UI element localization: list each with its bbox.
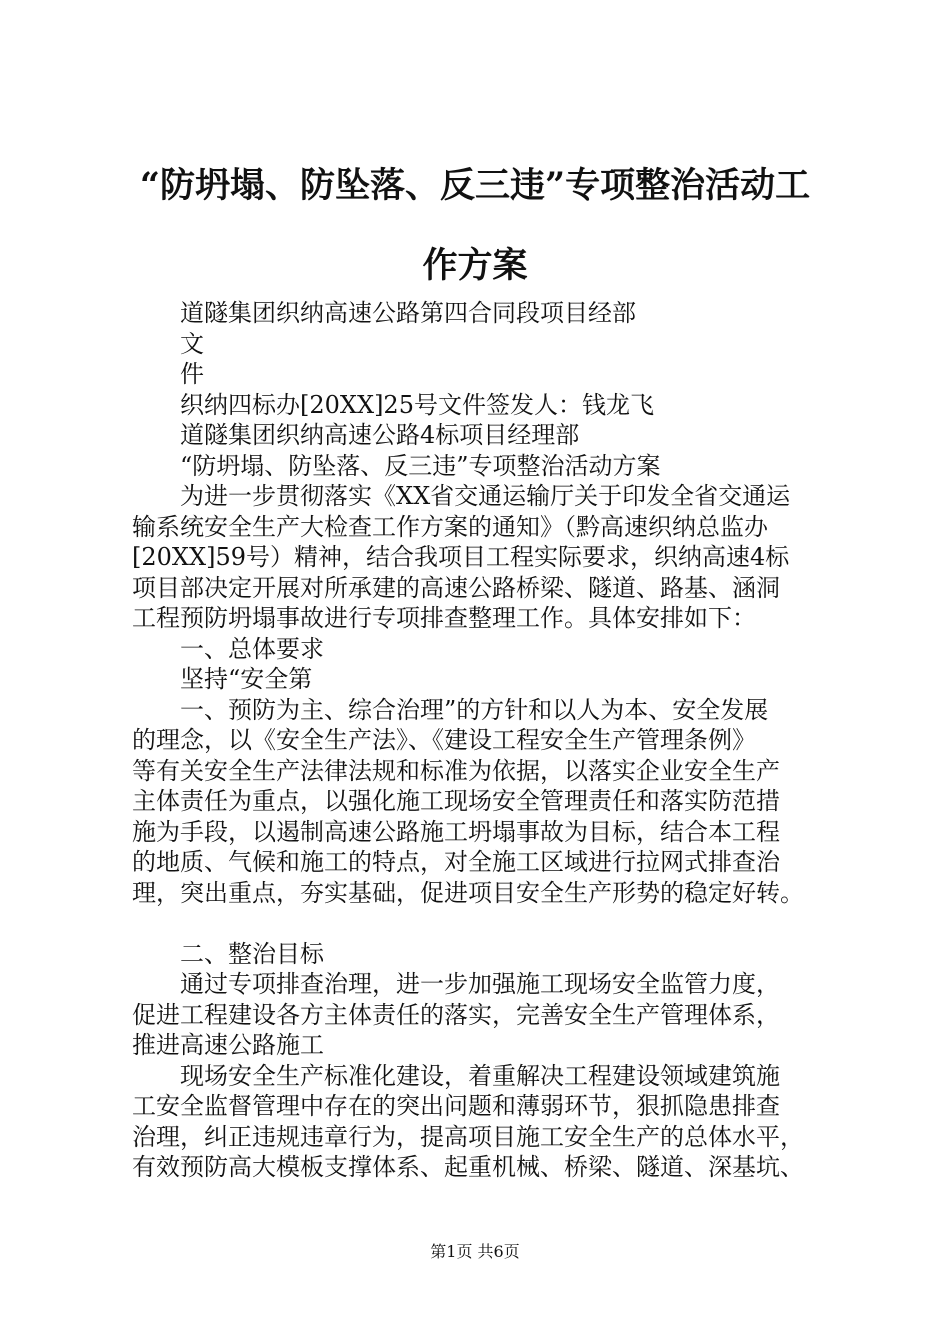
paragraph-line: 的地质、气候和施工的特点，对全施工区域进行拉网式排查治 [132, 848, 780, 876]
document-title-line-2: 作方案 [422, 245, 528, 286]
section-heading-1: 一、总体要求 [180, 634, 324, 663]
doc-type-char-1: 文 [180, 329, 204, 358]
paragraph-line: 促进工程建设各方主体责任的落实，完善安全生产管理体系， [132, 1000, 780, 1029]
paragraph-line: 工程预防坍塌事故进行专项排查整理工作。具体安排如下： [132, 604, 756, 632]
paragraph-line: 推进高速公路施工 [132, 1031, 324, 1059]
paragraph-line: 通过专项排查治理，进一步加强施工现场安全监管力度， [180, 970, 780, 998]
paragraph-line: 理，突出重点，夯实基础，促进项目安全生产形势的稳定好转。 [132, 878, 804, 907]
page-number-footer: 第1页 共6页 [430, 1242, 520, 1261]
department-line: 道隧集团织纳高速公路4标项目经理部 [180, 421, 580, 449]
doc-number-line: 织纳四标办[20XX]25号文件签发人：钱龙飞 [180, 390, 654, 419]
paragraph-line: 有效预防高大模板支撑体系、起重机械、桥梁、隧道、深基坑、 [132, 1153, 804, 1181]
paragraph-line: [20XX]59号）精神，结合我项目工程实际要求，织纳高速4标 [132, 543, 790, 571]
paragraph-line: 的理念，以《安全生产法》、《建设工程安全生产管理条例》 [132, 726, 756, 754]
section-heading-2: 二、整治目标 [180, 939, 324, 968]
subtitle-line: “防坍塌、防坠落、反三违”专项整治活动方案 [180, 451, 661, 480]
doc-type-char-2: 件 [180, 360, 204, 388]
document-body [132, 298, 852, 1183]
paragraph-line: 项目部决定开展对所承建的高速公路桥梁、隧道、路基、涵洞 [132, 573, 780, 602]
paragraph-line: 工安全监督管理中存在的突出问题和薄弱环节，狠抓隐患排查 [132, 1092, 780, 1120]
paragraph-line: 坚持“安全第 [180, 665, 313, 693]
paragraph-line: 主体责任为重点，以强化施工现场安全管理责任和落实防范措 [132, 787, 780, 815]
paragraph-line: 现场安全生产标准化建设，着重解决工程建设领域建筑施 [180, 1061, 780, 1090]
paragraph-line: 治理，纠正违规违章行为，提高项目施工安全生产的总体水平， [132, 1122, 804, 1151]
document-title-line-1: “防坍塌、防坠落、反三违”专项整治活动工 [139, 165, 811, 206]
paragraph-line: 施为手段，以遏制高速公路施工坍塌事故为目标，结合本工程 [132, 817, 780, 846]
issuer-line: 道隧集团织纳高速公路第四合同段项目经部 [180, 299, 636, 327]
paragraph-line: 一、预防为主、综合治理”的方针和以人为本、安全发展 [180, 695, 769, 724]
paragraph-line: 等有关安全生产法律法规和标准为依据，以落实企业安全生产 [132, 756, 780, 785]
blank-line [132, 908, 852, 939]
paragraph-line: 为进一步贯彻落实《XX省交通运输厅关于印发全省交通运 [180, 482, 791, 510]
paragraph-line: 输系统安全生产大检查工作方案的通知》（黔高速织纳总监办 [132, 512, 768, 541]
